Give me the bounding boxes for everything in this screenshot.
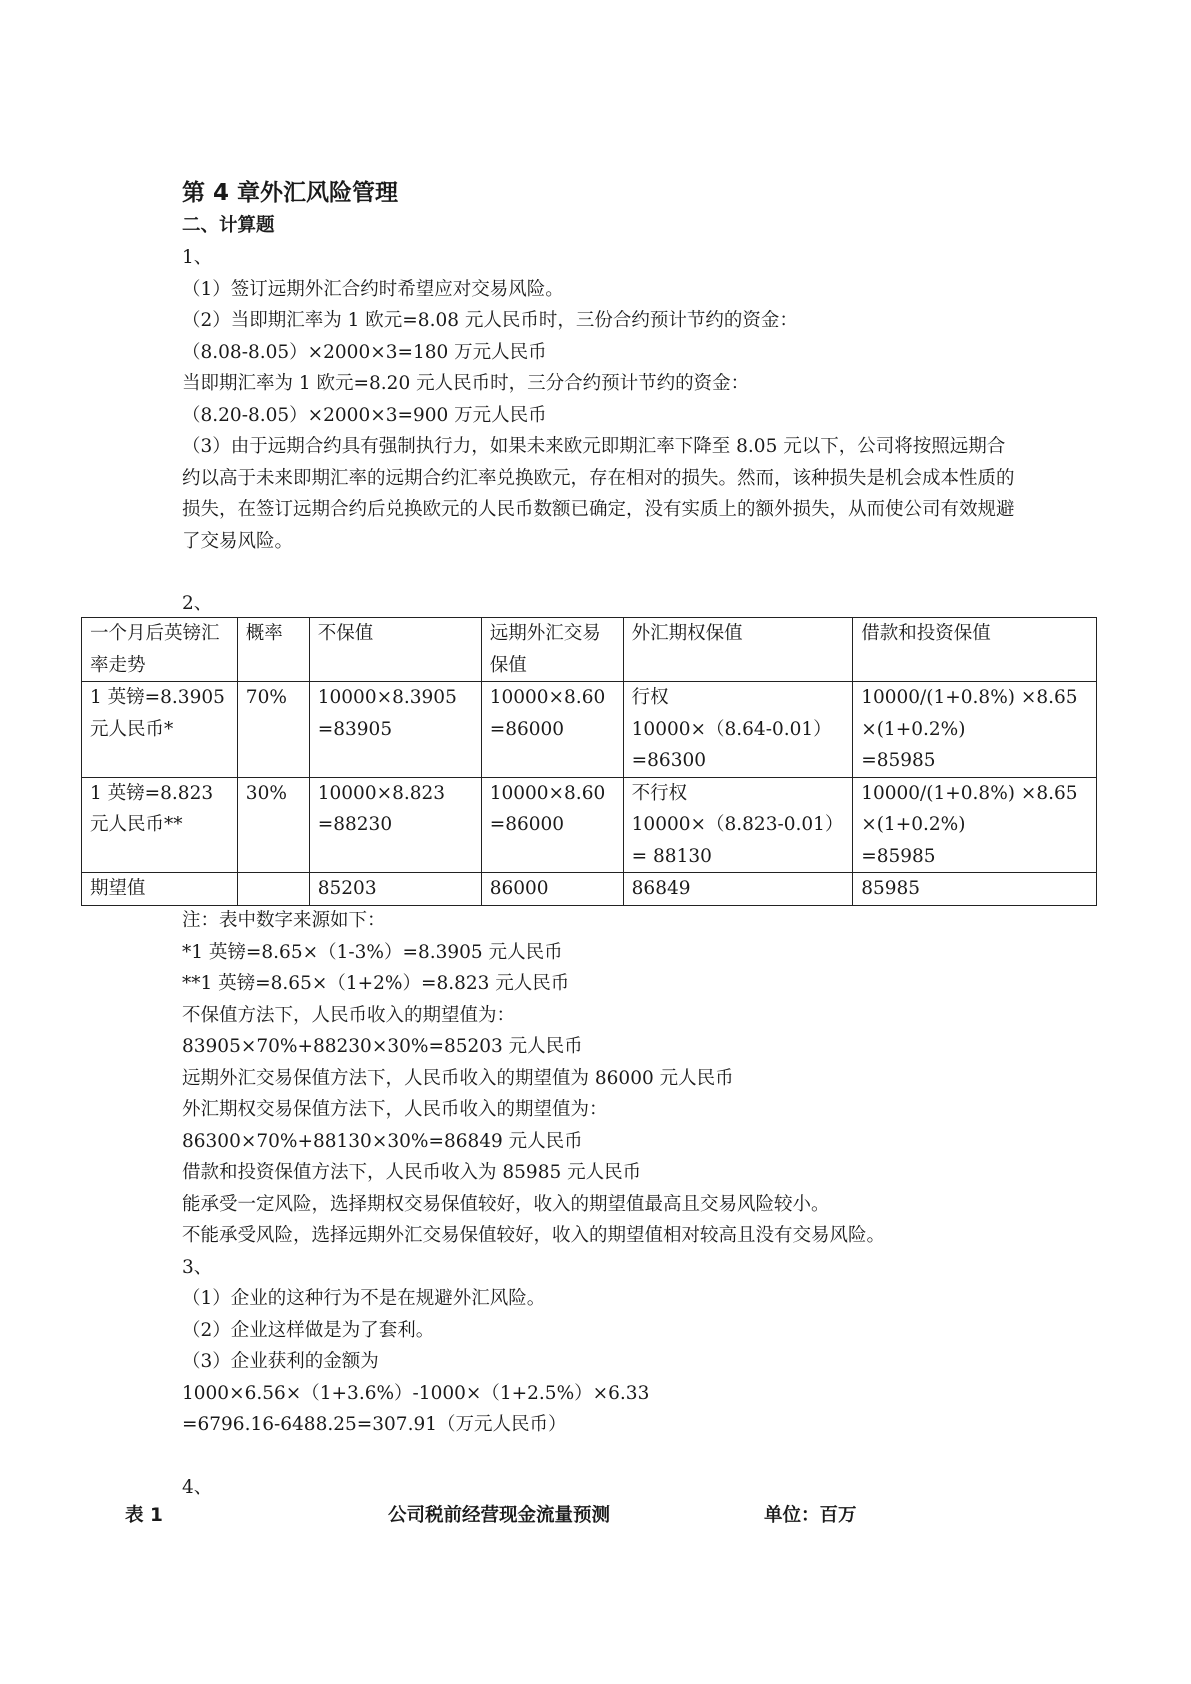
cell-line: 10000×8.3905 xyxy=(317,687,457,708)
q3-line: （3）企业获利的金额为 xyxy=(182,1351,379,1372)
cell-line: 10000/(1+0.8%) ×8.65 xyxy=(861,687,1078,708)
header-cell: 不保值 xyxy=(309,618,481,682)
table-cell: 86000 xyxy=(481,873,623,906)
cell-line: = 88130 xyxy=(631,845,712,867)
table-cell: 30% xyxy=(237,777,309,873)
table-cell: 85203 xyxy=(309,873,481,906)
cell-line: =83905 xyxy=(317,718,393,740)
table-cell xyxy=(623,777,853,873)
table-cell xyxy=(481,777,623,873)
table-cell xyxy=(237,873,309,906)
header-cell: 借款和投资保值 xyxy=(853,618,1097,682)
header-cell: 外汇期权保值 xyxy=(623,618,853,682)
q2-note: 注：表中数字来源如下： xyxy=(182,910,386,931)
table-cell xyxy=(82,777,238,873)
cell-line: 10000×8.823 xyxy=(317,782,446,804)
table-cell xyxy=(309,777,481,873)
cell-line: ×(1+0.2%) xyxy=(861,814,966,835)
header-cell: 一个月后英镑汇率走势 xyxy=(82,618,238,682)
q2-note: 借款和投资保值方法下，人民币收入为 85985 元人民币 xyxy=(182,1162,642,1183)
table-cell: 86849 xyxy=(623,873,853,906)
cell-line: 10000×（8.823-0.01） xyxy=(631,814,844,835)
q2-note: **1 英镑=8.65×（1+2%）=8.823 元人民币 xyxy=(182,973,570,994)
q2-note: 86300×70%+88130×30%=86849 元人民币 xyxy=(182,1130,583,1152)
question-4-number: 4、 xyxy=(182,1476,213,1498)
table-1-unit: 单位：百万 xyxy=(764,1505,857,1526)
table-cell xyxy=(82,682,238,778)
cell-line: =86000 xyxy=(489,814,565,835)
cell-line: 10000×8.60 xyxy=(489,687,606,708)
table-cell: 85985 xyxy=(853,873,1097,906)
hedging-comparison-table xyxy=(81,617,1097,906)
question-3-number: 3、 xyxy=(182,1256,213,1278)
question-1-number: 1、 xyxy=(182,247,213,268)
table-1-title: 公司税前经营现金流量预测 xyxy=(388,1505,611,1526)
table-row xyxy=(82,777,1097,873)
q2-note: *1 英镑=8.65×（1-3%）=8.3905 元人民币 xyxy=(182,941,563,963)
header-cell: 概率 xyxy=(237,618,309,682)
q2-note: 不能承受风险，选择远期外汇交易保值较好，收入的期望值相对较高且没有交易风险。 xyxy=(182,1225,886,1246)
cell-line: 1 英镑=8.3905 xyxy=(90,687,225,708)
q2-note: 不保值方法下，人民币收入的期望值为： xyxy=(182,1004,516,1026)
q1-line: 当即期汇率为 1 欧元=8.20 元人民币时，三分合约预计节约的资金： xyxy=(182,373,750,394)
q2-note: 外汇期权交易保值方法下，人民币收入的期望值为： xyxy=(182,1099,608,1120)
cell-line: =86300 xyxy=(631,750,707,771)
cell-line: =86000 xyxy=(489,718,565,740)
cell-line: 10000×（8.64-0.01） xyxy=(631,718,832,740)
q2-note: 83905×70%+88230×30%=85203 元人民币 xyxy=(182,1036,583,1057)
cell-line: 1 英镑=8.823 xyxy=(90,782,214,804)
section-title: 二、计算题 xyxy=(182,215,275,236)
table-cell xyxy=(481,682,623,778)
table-cell xyxy=(853,777,1097,873)
q3-line: =6796.16-6488.25=307.91（万元人民币） xyxy=(182,1414,567,1435)
cell-line: 元人民币** xyxy=(90,814,183,835)
q1-line: （1）签订远期外汇合约时希望应对交易风险。 xyxy=(182,278,564,300)
table-cell: 70% xyxy=(237,682,309,778)
cell-line: =88230 xyxy=(317,814,393,835)
header-cell: 远期外汇交易保值 xyxy=(481,618,623,682)
expected-value-row xyxy=(82,873,1097,906)
q3-line: （2）企业这样做是为了套利。 xyxy=(182,1319,435,1341)
table-cell: 期望值 xyxy=(82,873,238,906)
cell-line: =85985 xyxy=(861,750,936,771)
cell-line: 不行权 xyxy=(631,782,688,804)
q1-line: （8.08-8.05）×2000×3=180 万元人民币 xyxy=(182,341,547,363)
table-header-row xyxy=(82,618,1097,682)
q1-line: （2）当即期汇率为 1 欧元=8.08 元人民币时，三份合约预计节约的资金： xyxy=(182,310,798,331)
q1-line: （8.20-8.05）×2000×3=900 万元人民币 xyxy=(182,404,547,426)
q1-paragraph: （3）由于远期合约具有强制执行力，如果未来欧元即期汇率下降至 8.05 元以下，公司将按照远期合约以高于未来即期汇率的远期合约汇率兑换欧元，存在相对的损失。然而，该种损失是机会成本性质的损失，在签订远期合约后兑换欧元的人民币数额已确定，没有实质上的额外损失，从而使公司有效规避了交易风险。 xyxy=(182,436,1015,552)
cell-line: 行权 xyxy=(631,687,669,708)
cell-line: 10000/(1+0.8%) ×8.65 xyxy=(861,782,1078,804)
cell-line: ×(1+0.2%) xyxy=(861,718,966,740)
q2-note: 能承受一定风险，选择期权交易保值较好，收入的期望值最高且交易风险较小。 xyxy=(182,1193,830,1215)
table-cell xyxy=(623,682,853,778)
q2-note: 远期外汇交易保值方法下，人民币收入的期望值为 86000 元人民币 xyxy=(182,1067,734,1089)
q3-line: 1000×6.56×（1+3.6%）-1000×（1+2.5%）×6.33 xyxy=(182,1382,650,1404)
q3-line: （1）企业的这种行为不是在规避外汇风险。 xyxy=(182,1288,546,1309)
table-cell xyxy=(853,682,1097,778)
lower-content xyxy=(182,905,1042,1503)
table-1-label: 表 1 xyxy=(125,1505,163,1526)
question-2-number: 2、 xyxy=(182,593,213,614)
table-row xyxy=(82,682,1097,778)
upper-content xyxy=(182,176,1042,620)
cell-line: 10000×8.60 xyxy=(489,782,606,804)
table-cell xyxy=(309,682,481,778)
cell-line: 元人民币* xyxy=(90,718,174,740)
cell-line: =85985 xyxy=(861,845,936,867)
chapter-title: 第 4 章外汇风险管理 xyxy=(182,180,399,206)
